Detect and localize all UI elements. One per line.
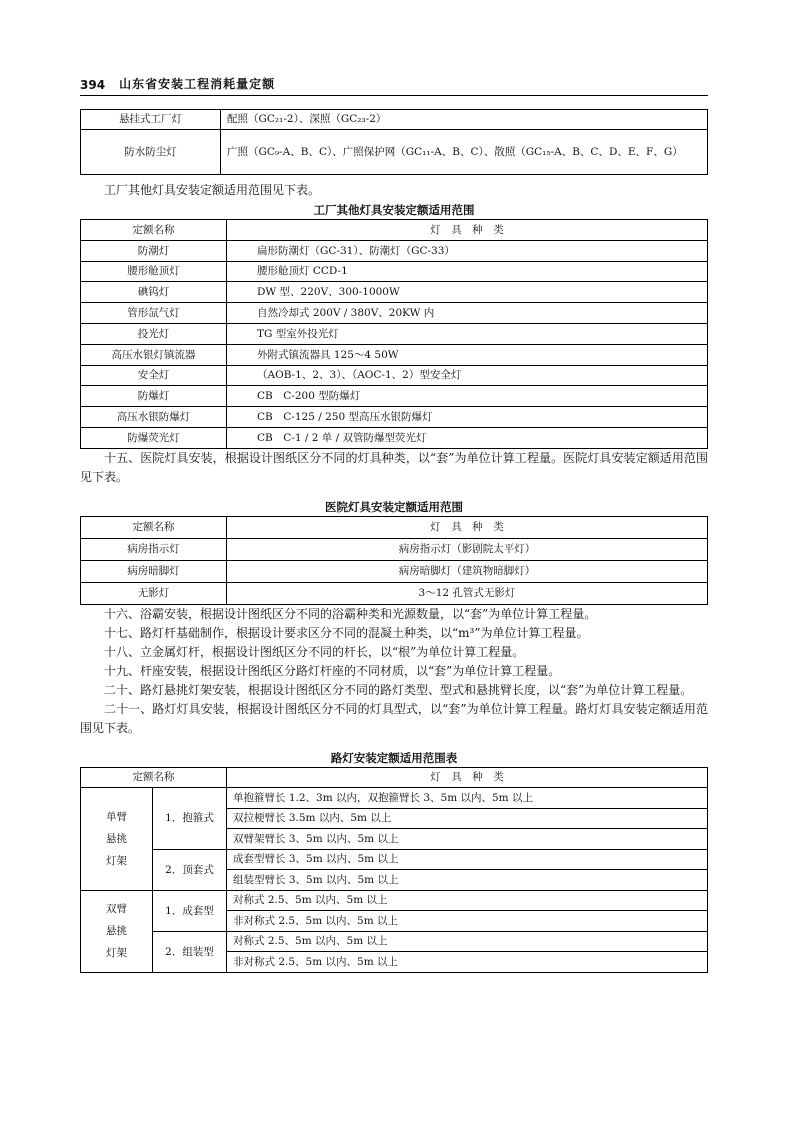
table-row [81,849,708,870]
table-title: 工厂其他灯具安装定额适用范围 [313,203,475,217]
column-header: 定额名称 [81,767,227,788]
lamp-types: 非对称式 2.5、5m 以内、5m 以上 [227,911,708,932]
page-header [80,70,708,96]
lamp-name: 腰形舱顶灯 [81,261,227,282]
paragraph-15: 十五、医院灯具安装，根据设计图纸区分不同的灯具种类，以“套”为单位计算工程量。医院灯具安装定额适用范围见下表。 [80,450,708,484]
table-header-row [81,767,708,788]
lamp-types: DW 型、220V、300-1000W [227,282,708,303]
column-header: 灯 具 种 类 [227,516,708,538]
paragraph-17: 十七、路灯杆基础制作，根据设计要求区分不同的混凝土种类，以“m³”为单位计算工程量。 [104,625,589,640]
lamp-types: 病房暗脚灯（建筑物暗脚灯） [227,560,708,582]
paragraph-20: 二十、路灯悬挑灯架安装，根据设计图纸区分不同的路灯类型、型式和悬挑臂长度，以“套”为单位计算工程量。 [104,682,693,697]
lamp-types: 对称式 2.5、5m 以内、5m 以上 [227,931,708,952]
lamp-name: 高压水银灯镇流器 [81,344,227,365]
lamp-types: 自然冷却式 200V / 380V、20KW 内 [227,303,708,324]
table-title: 医院灯具安装定额适用范围 [325,499,463,514]
lamp-name: 投光灯 [81,323,227,344]
table-row [81,344,708,365]
lamp-name: 无影灯 [81,582,227,604]
lamp-name: 病房指示灯 [81,538,227,560]
column-header: 灯 具 种 类 [227,767,708,788]
table-row [81,931,708,952]
subtype-name: 1．成套型 [153,890,227,931]
lamp-name: 防潮灯 [81,240,227,261]
table-row [81,427,708,448]
lamp-types: 3～12 孔管式无影灯 [227,582,708,604]
group-label: 单臂 悬挑 灯架 [81,788,153,891]
lamp-name: 管形氙气灯 [81,303,227,324]
table-row [81,282,708,303]
lamp-types: 非对称式 2.5、5m 以内、5m 以上 [227,952,708,973]
table-row [81,261,708,282]
lamp-name: 防爆荧光灯 [81,427,227,448]
lamp-types: 广照（GC₉-A、B、C）、广照保护网（GC₁₁-A、B、C）、散照（GC₁₅-A、B、C、D、E、F、G） [221,130,708,175]
lamp-types: 配照（GC₂₁-2）、深照（GC₂₃-2） [221,110,708,130]
lamp-name: 悬挂式工厂灯 [81,110,221,130]
lamp-types: 成套型臂长 3、5m 以内、5m 以上 [227,849,708,870]
street-lamp-table [80,767,708,973]
paragraph-16: 十六、浴霸安装，根据设计图纸区分不同的浴霸种类和光源数量，以“套”为单位计算工程量。 [104,606,597,621]
lamp-types: 外附式镇流器具 125～4 50W [227,344,708,365]
column-header: 灯 具 种 类 [227,220,708,241]
table-row [81,538,708,560]
lamp-types: 扁形防潮灯（GC-31）、防潮灯（GC-33） [227,240,708,261]
paragraph-21: 二十一、路灯灯具安装，根据设计图纸区分不同的灯具型式，以“套”为单位计算工程量。路灯灯具安装定额适用范围见下表。 [80,701,708,735]
table-title: 路灯安装定额适用范围表 [330,750,458,765]
table-row [81,386,708,407]
table-row [81,110,708,130]
lamp-types: CB C-1 / 2 单 / 双管防爆型荧光灯 [227,427,708,448]
lamp-types: 单抱箍臂长 1.2、3m 以内，双抱箍臂长 3、5m 以内、5m 以上 [227,788,708,809]
book-title: 山东省安装工程消耗量定额 [119,77,276,91]
column-header: 定额名称 [81,220,227,241]
table-row [81,890,708,911]
table-header-row [81,220,708,241]
table-row [81,788,708,809]
table-row [81,303,708,324]
subtype-name: 1．抱箍式 [153,788,227,850]
hospital-lamp-table [80,516,708,605]
table-row [81,407,708,428]
lamp-name: 防爆灯 [81,386,227,407]
table-row [81,323,708,344]
lamp-name: 防水防尘灯 [81,130,221,175]
table-row [81,130,708,175]
table-row [81,582,708,604]
paragraph-19: 十九、杆座安装，根据设计图纸区分路灯杆座的不同材质，以“套”为单位计算工程量。 [104,663,561,678]
intro-paragraph: 工厂其他灯具安装定额适用范围见下表。 [104,183,321,197]
table-header-row [81,516,708,538]
group-label: 双臂 悬挑 灯架 [81,890,153,972]
lamp-types: CB C-125 / 250 型高压水银防爆灯 [227,407,708,428]
lamp-types: TG 型室外投光灯 [227,323,708,344]
column-header: 定额名称 [81,516,227,538]
subtype-name: 2．组装型 [153,931,227,972]
table-row [81,240,708,261]
lamp-name: 碘钨灯 [81,282,227,303]
subtype-name: 2．顶套式 [153,849,227,890]
lamp-name: 安全灯 [81,365,227,386]
lamp-name: 病房暗脚灯 [81,560,227,582]
page-number: 394 [80,78,106,92]
lamp-types: 腰形舱顶灯 CCD-1 [227,261,708,282]
document-page [80,70,708,973]
lamp-types: 组装型臂长 3、5m 以内、5m 以上 [227,870,708,891]
table-row [81,560,708,582]
lamp-name: 高压水银防爆灯 [81,407,227,428]
lamp-types: 双拉梗臂长 3.5m 以内、5m 以上 [227,808,708,829]
lamp-types: 病房指示灯（影剧院太平灯） [227,538,708,560]
table-row [81,365,708,386]
lamp-types: CB C-200 型防爆灯 [227,386,708,407]
factory-other-lamp-table [80,219,708,449]
lamp-types: 双臂架臂长 3、5m 以内、5m 以上 [227,829,708,850]
paragraph-18: 十八、立金属灯杆，根据设计图纸区分不同的杆长，以“根”为单位计算工程量。 [104,644,525,659]
lamp-types: （AOB-1、2、3）、（AOC-1、2）型安全灯 [227,365,708,386]
factory-lamp-table-continued [80,109,708,175]
lamp-types: 对称式 2.5、5m 以内、5m 以上 [227,890,708,911]
